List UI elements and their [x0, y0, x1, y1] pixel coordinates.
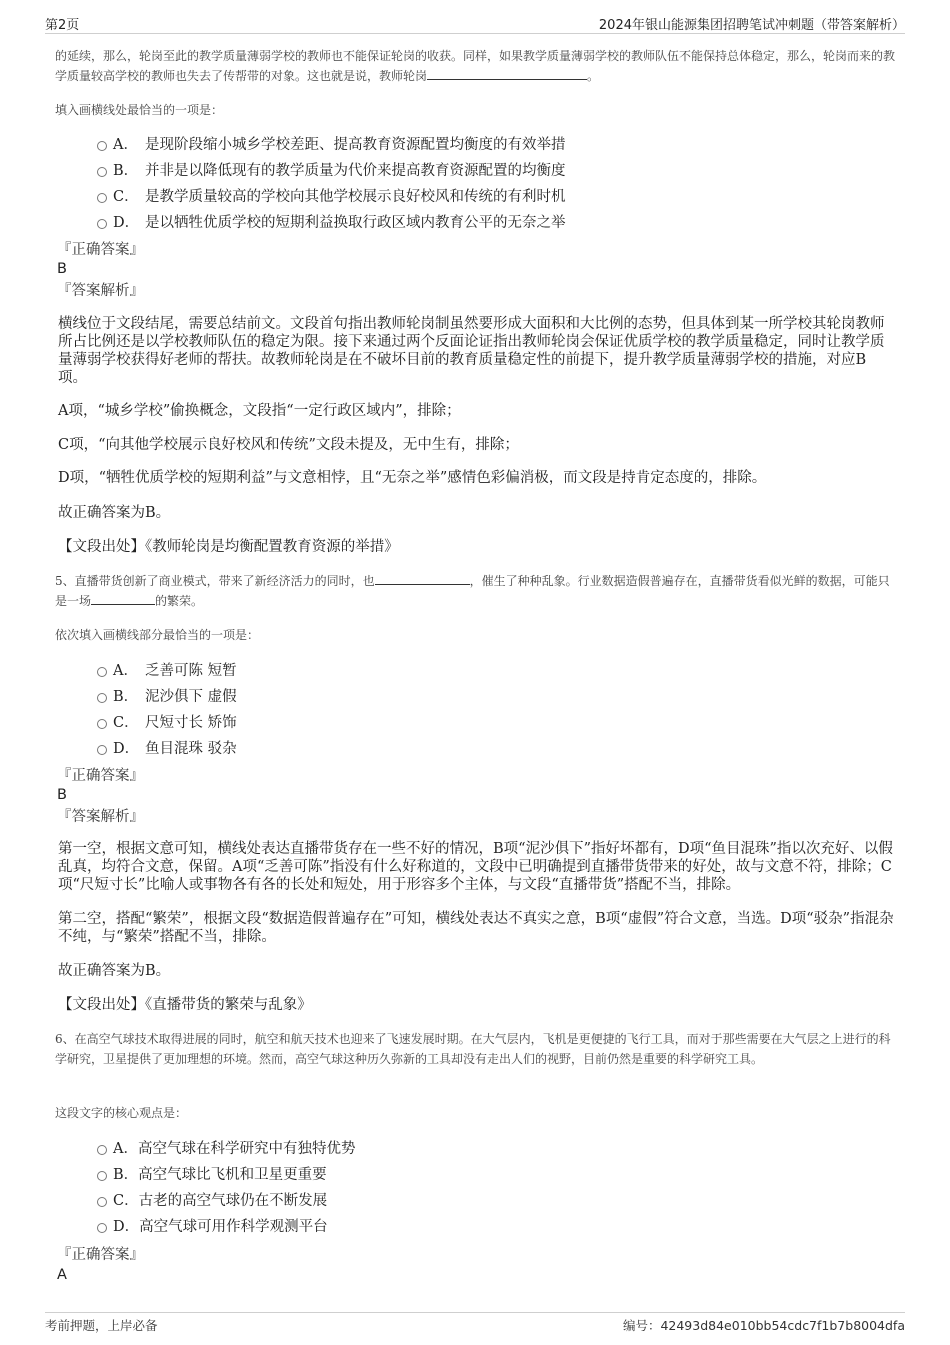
q4-source: 【文段出处】《教师轮岗是均衡配置教育资源的举措》: [58, 539, 399, 555]
q5-option-a[interactable]: A． 乏善可陈 短暂: [97, 661, 237, 681]
radio-icon[interactable]: [97, 719, 107, 729]
page-number: 第2页: [45, 18, 80, 33]
page-header: [45, 14, 905, 34]
q5-conclusion: 故正确答案为B。: [58, 963, 171, 979]
q6-answer: A: [57, 1267, 67, 1283]
radio-icon[interactable]: [97, 167, 107, 177]
q5-answer: B: [57, 787, 67, 803]
radio-icon[interactable]: [97, 1223, 107, 1233]
q6-passage: 6、在高空气球技术取得进展的同时，航空和航天技术也迎来了飞速发展时期。在大气层内，飞机是更便捷的飞行工具，而对于那些需要在大气层之上进行的科学研究，卫星提供了更加理想的环境。然而，高空气球这种历久弥新的工具却没有走出人们的视野，目前仍然是重要的科学研究工具。: [55, 1032, 891, 1066]
q5-prompt: 依次填入画横线部分最恰当的一项是：: [55, 628, 260, 642]
q5-option-b[interactable]: B． 泥沙俱下 虚假: [97, 687, 237, 707]
q4-answer: B: [57, 261, 67, 277]
page-footer: [45, 1312, 905, 1336]
q6-prompt: 这段文字的核心观点是：: [55, 1106, 188, 1120]
q6-option-a[interactable]: A．高空气球在科学研究中有独特优势: [97, 1139, 355, 1159]
blank-line: [375, 572, 470, 585]
q5-analysis-second-blank: 第二空，搭配“繁荣”，根据文段“数据造假普遍存在”可知，横线处表达不真实之意，B项“虚假”符合文意，当选。D项“驳杂”指混杂不纯，与“繁荣”搭配不当，排除。: [58, 911, 894, 945]
q5-analysis-label: 『答案解析』: [57, 809, 144, 825]
q4-analysis-c: C项，“向其他学校展示良好校风和传统”文段未提及，无中生有，排除；: [58, 437, 519, 453]
radio-icon[interactable]: [97, 1171, 107, 1181]
q6-option-b[interactable]: B．高空气球比飞机和卫星更重要: [97, 1165, 327, 1185]
document-title: 2024年银山能源集团招聘笔试冲刺题（带答案解析）: [598, 18, 905, 33]
q5-answer-label: 『正确答案』: [57, 768, 144, 784]
q4-analysis-d: D项，“牺牲优质学校的短期利益”与文意相悖，且“无奈之举”感情色彩偏消极，而文段是持肯定态度的，排除。: [58, 470, 767, 486]
radio-icon[interactable]: [97, 141, 107, 151]
radio-icon[interactable]: [97, 693, 107, 703]
q4-option-a[interactable]: A． 是现阶段缩小城乡学校差距、提高教育资源配置均衡度的有效举措: [97, 135, 566, 155]
q6-option-d[interactable]: D．高空气球可用作科学观测平台: [97, 1217, 328, 1237]
q4-option-c[interactable]: C． 是教学质量较高的学校向其他学校展示良好校风和传统的有利时机: [97, 187, 566, 207]
q5-analysis-first-blank: 第一空，根据文意可知，横线处表达直播带货存在一些不好的情况，B项“泥沙俱下”指好坏都有，D项“鱼目混珠”指以次充好、以假乱真，均符合文意，保留。A项“乏善可陈”指没有什么好称道的，文段中已明确提到直播带货带来的好处，故与文意不符，排除；C项“尺短寸长”比喻人或事物各有各的长处和短处，用于形容多个主体，与文段“直播带货”搭配不当，排除。: [58, 841, 893, 893]
q4-analysis-a: A项，“城乡学校”偷换概念，文段指“一定行政区域内”，排除；: [58, 403, 461, 419]
blank-line: [91, 592, 155, 605]
q4-passage: 的延续，那么，轮岗至此的教学质量薄弱学校的教师也不能保证轮岗的收获。同样，如果教学质量薄弱学校的教师队伍不能保持总体稳定，那么，轮岗而来的教学质量较高学校的教师也失去了传帮带的对象。这也就是说，教师轮岗 。: [55, 49, 896, 83]
q4-analysis-label: 『答案解析』: [57, 283, 144, 299]
q4-conclusion: 故正确答案为B。: [58, 505, 171, 521]
q6-answer-label: 『正确答案』: [57, 1247, 144, 1263]
q4-analysis-main: 横线位于文段结尾，需要总结前文。文段首句指出教师轮岗制虽然要形成大面积和大比例的态势，但具体到某一所学校其轮岗教师所占比例还是以学校教师队伍的稳定为限。接下来通过两个反面论证指出教师轮岗会保证优质学校的教学质量稳定，同时让教学质量薄弱学校获得好老师的帮扶。故教师轮岗是在不破坏目前的教育质量稳定性的前提下，提升教学质量薄弱学校的措施，对应B项。: [58, 316, 885, 386]
radio-icon[interactable]: [97, 219, 107, 229]
radio-icon[interactable]: [97, 1197, 107, 1207]
q5-source: 【文段出处】《直播带货的繁荣与乱象》: [58, 997, 312, 1013]
radio-icon[interactable]: [97, 1145, 107, 1155]
q5-option-c[interactable]: C． 尺短寸长 矫饰: [97, 713, 237, 733]
footer-slogan: 考前押题，上岸必备: [45, 1318, 158, 1333]
document-id: 编号：42493d84e010bb54cdc7f1b7b8004dfa: [622, 1318, 905, 1333]
radio-icon[interactable]: [97, 193, 107, 203]
blank-line: [427, 67, 587, 80]
q5-passage: 5、直播带货创新了商业模式，带来了新经济活力的同时，也 ，催生了种种乱象。行业数据造假普遍存在，直播带货看似光鲜的数据，可能只是一场 的繁荣。: [55, 574, 890, 608]
q5-option-d[interactable]: D． 鱼目混珠 驳杂: [97, 739, 237, 759]
radio-icon[interactable]: [97, 745, 107, 755]
q4-option-b[interactable]: B． 并非是以降低现有的教学质量为代价来提高教育资源配置的均衡度: [97, 161, 566, 181]
q4-answer-label: 『正确答案』: [57, 242, 144, 258]
q4-option-d[interactable]: D． 是以牺牲优质学校的短期利益换取行政区域内教育公平的无奈之举: [97, 213, 566, 233]
radio-icon[interactable]: [97, 667, 107, 677]
q6-option-c[interactable]: C．古老的高空气球仍在不断发展: [97, 1191, 327, 1211]
q4-prompt: 填入画横线处最恰当的一项是：: [55, 103, 224, 117]
